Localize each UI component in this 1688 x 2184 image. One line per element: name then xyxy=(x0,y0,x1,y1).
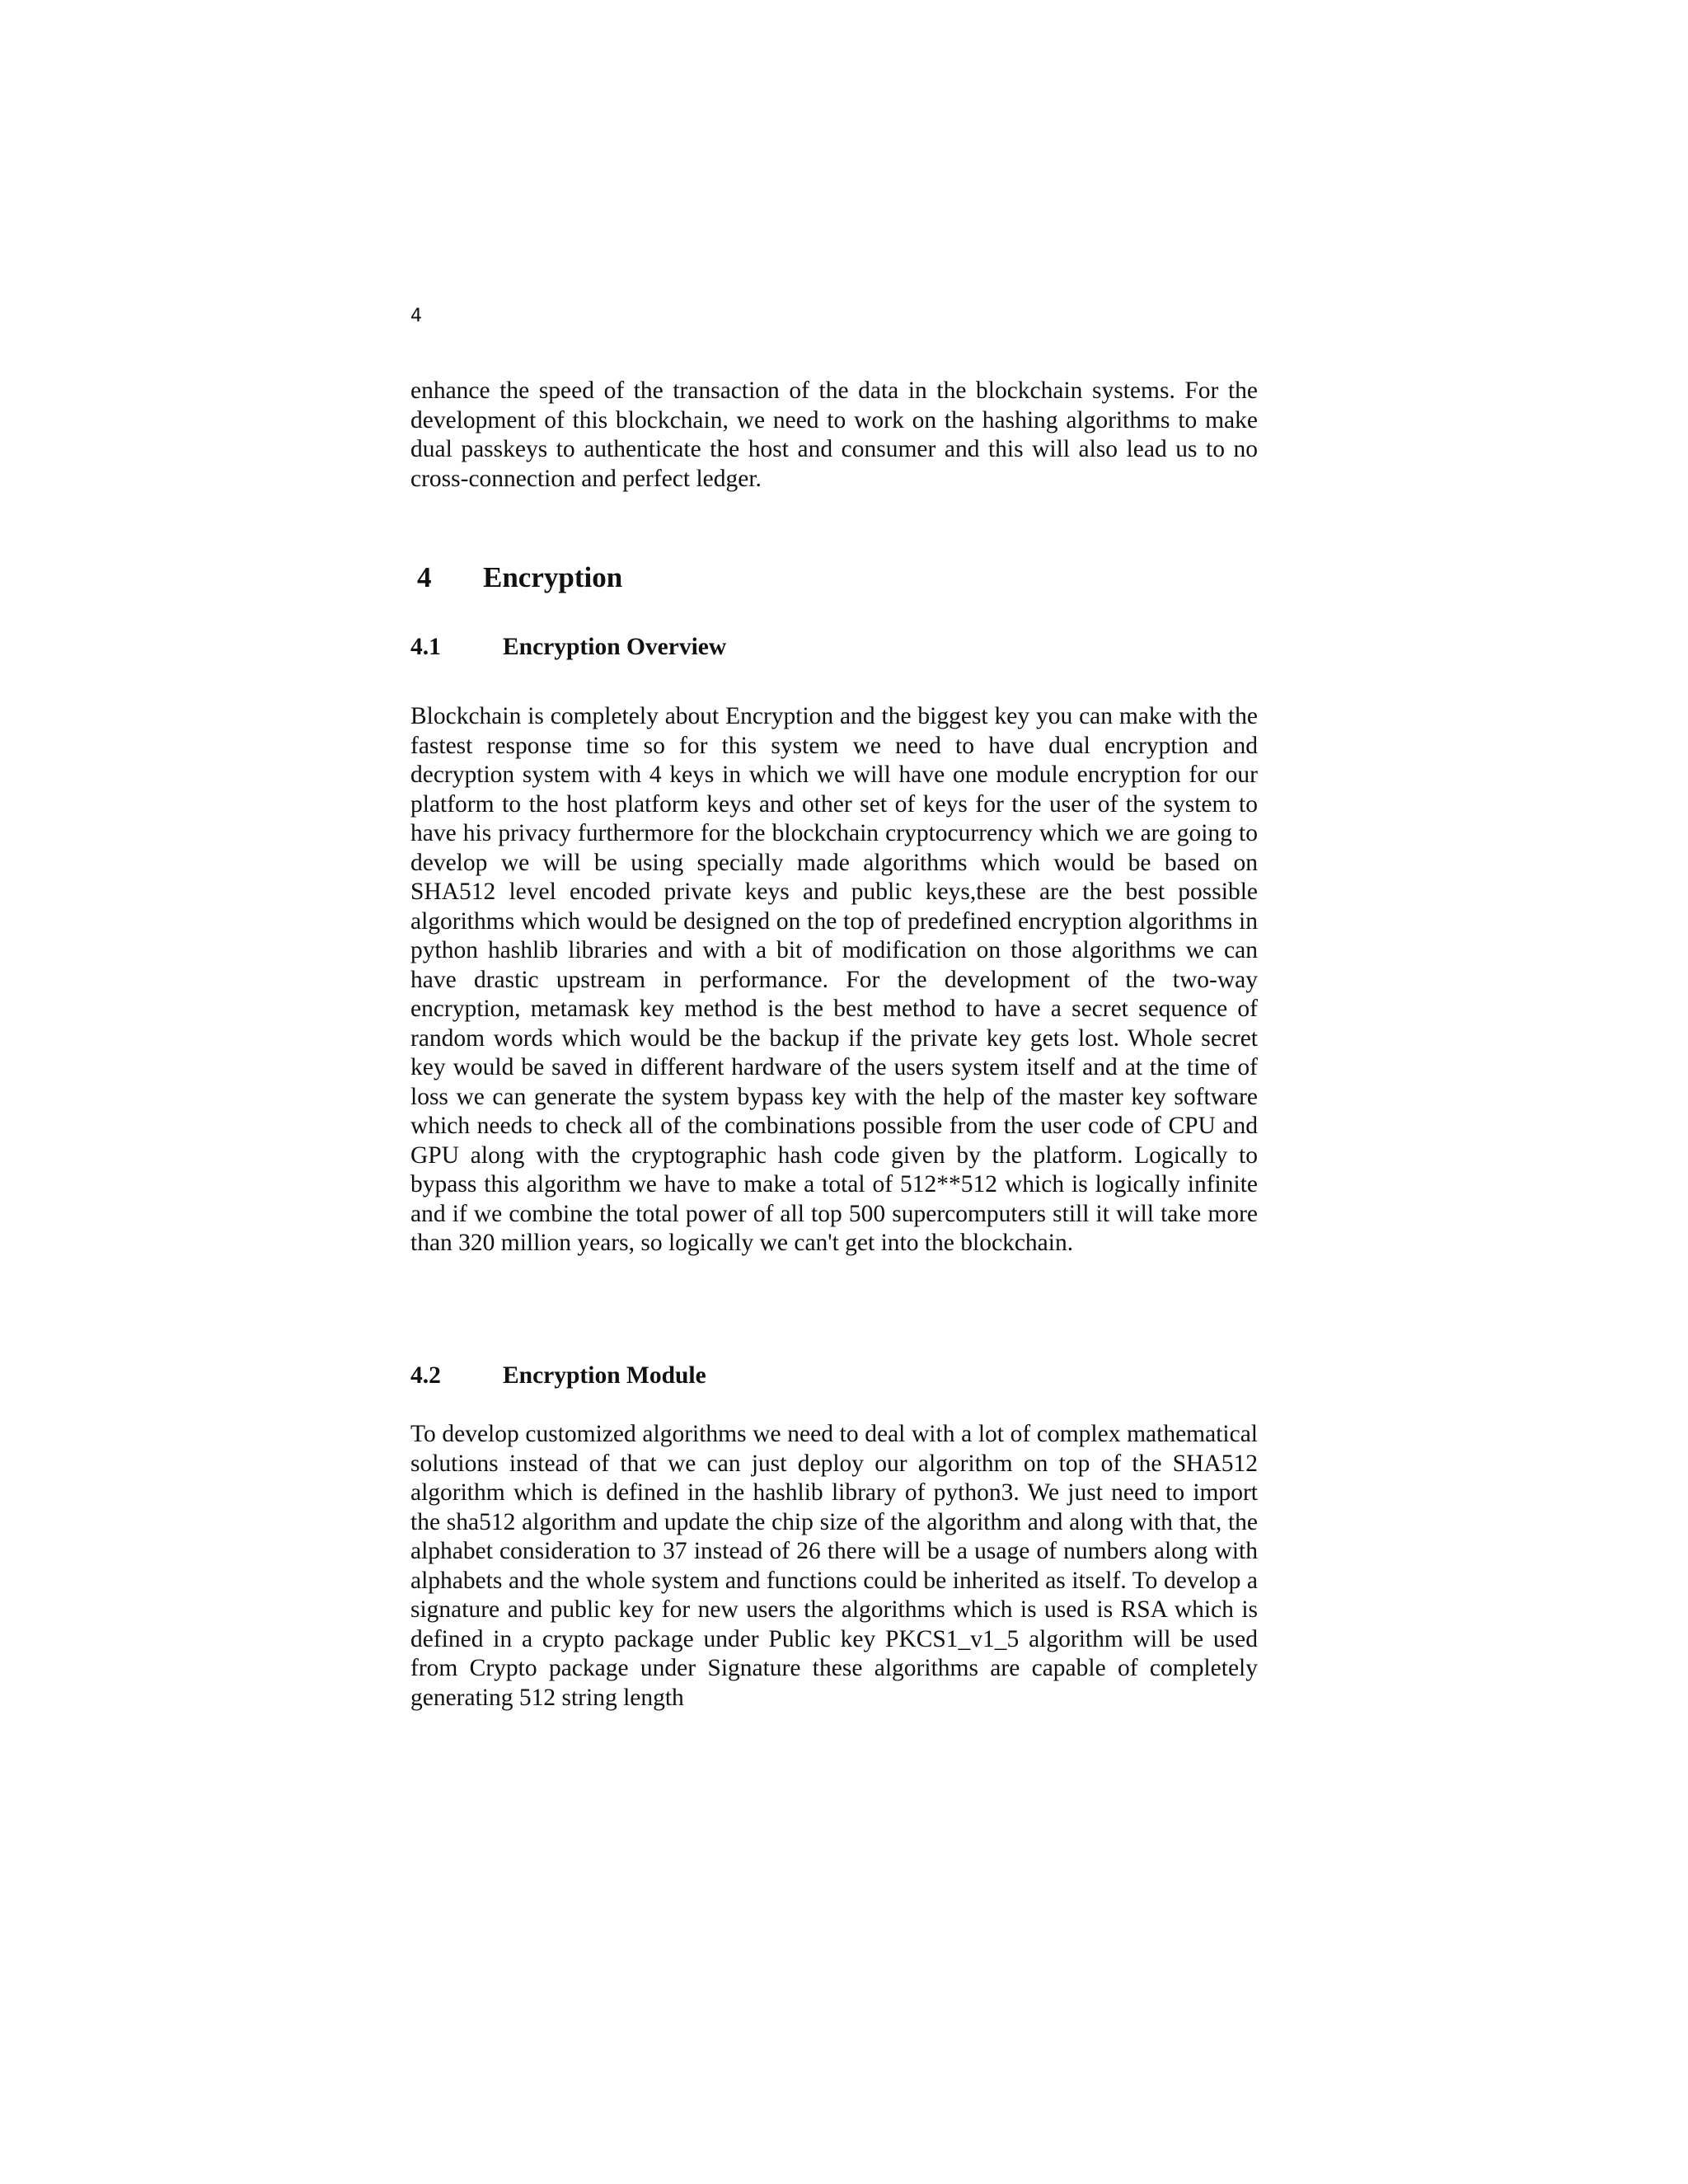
section-4-1-body xyxy=(410,702,1258,1258)
intro-paragraph: enhance the speed of the transaction of the data in the blockchain systems. For the development of this blockchain, we need to work on the hashing algorithms to make dual passkeys to authenticate the host and consumer and this will also lead us to no cross-connection and perfect ledger. xyxy=(410,377,1258,492)
section-4-1-number: 4.1 xyxy=(410,634,441,660)
section-4-heading xyxy=(417,560,622,595)
section-4-1-paragraph: Blockchain is completely about Encryption and the biggest key you can make with the fastest response time so for this system we need to have dual encryption and decryption system with 4 keys in which we will have one module encryption for our platform to the host platform keys and other set of keys for the user of the system to have his privacy furthermore for the blockchain cryptocurrency which we are going to develop we will be using specially made algorithms which would be based on SHA512 level encoded private keys and public keys,these are the best possible algorithms which would be designed on the top of predefined encryption algorithms in python hashlib libraries and with a bit of modification on those algorithms we can have drastic upstream in performance. For the development of the two-way encryption, metamask key method is the best method to have a secret sequence of random words which would be the backup if the private key gets lost. Whole secret key would be saved in different hardware of the users system itself and at the time of loss we can generate the system bypass key with the help of the master key software which needs to check all of the combinations possible from the user code of CPU and GPU along with the cryptographic hash code given by the platform. Logically to bypass this algorithm we have to make a total of 512**512 which is logically infinite and if we combine the total power of all top 500 supercomputers still it will take more than 320 million years, so logically we can't get into the blockchain. xyxy=(410,703,1258,1256)
intro-paragraph-block xyxy=(410,377,1258,494)
section-4-2-paragraph: To develop customized algorithms we need to deal with a lot of complex mathematical solutions instead of that we can just deploy our algorithm on top of the SHA512 algorithm which is defined in the hashlib library of python3. We just need to import the sha512 algorithm and update the chip size of the algorithm and along with that, the alphabet consideration to 37 instead of 26 there will be a usage of numbers along with alphabets and the whole system and functions could be inherited as itself. To develop a signature and public key for new users the algorithms which is used is RSA which is defined in a crypto package under Public key PKCS1_v1_5 algorithm will be used from Crypto package under Signature these algorithms are capable of completely generating 512 string length xyxy=(410,1421,1258,1711)
section-4-2-body xyxy=(410,1420,1258,1713)
section-4-number: 4 xyxy=(417,561,432,593)
section-4-title: Encryption xyxy=(483,561,623,593)
section-4-1-heading xyxy=(410,632,726,662)
section-4-2-heading xyxy=(410,1361,706,1390)
section-4-2-number: 4.2 xyxy=(410,1362,441,1389)
page-number: 4 xyxy=(410,306,422,326)
section-4-2-title: Encryption Module xyxy=(503,1362,706,1389)
section-4-1-title: Encryption Overview xyxy=(503,634,727,660)
